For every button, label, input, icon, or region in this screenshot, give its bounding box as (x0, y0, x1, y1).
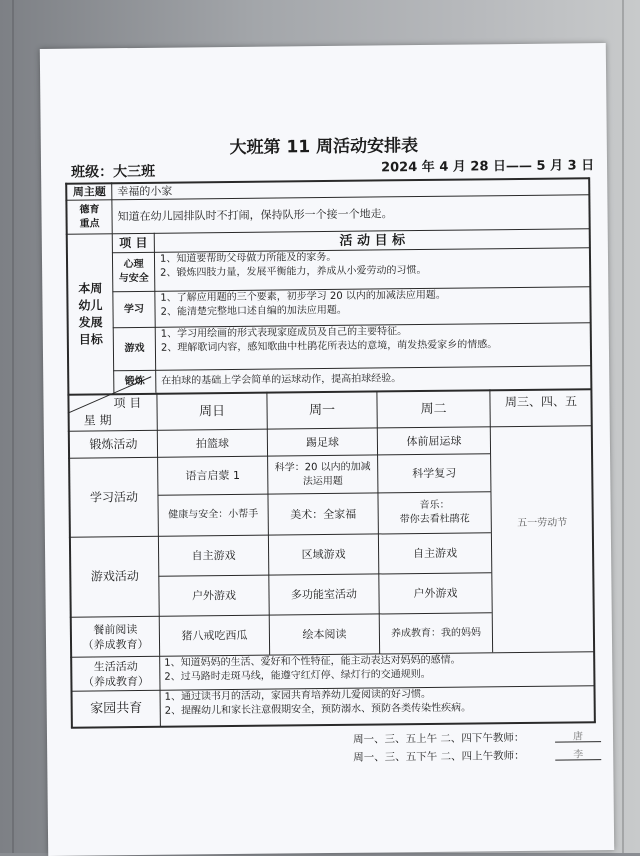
schedule-sheet (40, 43, 614, 856)
row-label-line: 生活活动 (93, 659, 138, 673)
schedule-cell (268, 455, 377, 493)
schedule-cell: 自主游戏 (413, 546, 458, 561)
row-label-exercise: 锻炼活动 (89, 436, 138, 451)
schedule-cell: 绘本阅读 (302, 627, 347, 642)
day-header: 周三、四、五 (504, 393, 578, 409)
corner-day-label: 星 期 (83, 412, 112, 428)
row-label-reading (72, 617, 159, 657)
goals-row (160, 248, 585, 290)
day-header: 周二 (420, 401, 447, 418)
schedule-cell: 拍篮球 (195, 436, 229, 450)
life-line: 2、过马路时走斑马线，能遵守红灯停、绿灯行的交通规则。 (164, 668, 431, 683)
goals-item-label: 锻炼 (124, 375, 145, 388)
life-goals (164, 652, 589, 689)
theme-label: 周主题 (72, 184, 106, 199)
schedule-cell-line: 科学：20 以内的加减 (274, 461, 371, 474)
theme-value: 幸福的小家 (117, 184, 173, 198)
life-line: 1、知道妈妈的生活、爱好和个性特征，能主动表达对妈妈的感情。 (164, 654, 461, 669)
schedule-cell: 猪八戒吃西瓜 (181, 628, 248, 643)
row-label-line: 餐前阅读 (93, 622, 138, 636)
row-label-life (72, 657, 159, 691)
day-header: 周一 (308, 402, 336, 419)
schedule-cell: 踢足球 (305, 435, 339, 449)
row-label-learning: 学习活动 (89, 489, 139, 504)
goal-line: 1、了解应用题的三个要素，初步学习 20 以内的加减法应用题。 (160, 289, 446, 304)
goals-item-line: 心理 (123, 258, 144, 271)
row-label-line: （养成教育） (82, 637, 149, 652)
goals-section-line: 目标 (78, 331, 103, 347)
goal-line: 2、能清楚完整地口述自编的加法应用题。 (160, 304, 347, 318)
goals-goal-header: 活 动 目 标 (339, 232, 406, 249)
holiday-label: 五一劳动节 (517, 517, 568, 530)
moral-label (67, 200, 111, 233)
table-border-right (588, 177, 596, 722)
goal-line: 2、锻炼四肢力量，发展平衡能力，养成从小爱劳动的习惯。 (160, 264, 427, 279)
goals-item-label: 学习 (123, 303, 145, 315)
schedule-cell: 多功能室活动 (290, 587, 358, 602)
teacher-signature: 唐 (572, 731, 584, 743)
schedule-cell: 户外游戏 (413, 586, 458, 601)
schedule-cell-line: 带你去看杜鹃花 (399, 513, 470, 526)
schedule-cell (378, 492, 490, 533)
goals-item-label (113, 253, 154, 291)
goals-section-line: 幼儿 (78, 297, 103, 313)
schedule-cell-line: 法运用题 (302, 475, 343, 487)
teacher-signature: 李 (573, 749, 584, 761)
goal-line: 1、知道要帮助父母做力所能及的家务。 (159, 251, 337, 265)
family-goals (165, 686, 590, 725)
schedule-cell: 户外游戏 (191, 588, 237, 603)
schedule-cell: 自主游戏 (191, 548, 236, 563)
goals-section-line: 本周 (78, 280, 103, 296)
moral-label-line: 德育 (79, 203, 100, 216)
goals-item-header: 项 目 (119, 235, 148, 250)
teacher-line: 周一、三、五上午 二、四下午教师： (352, 731, 525, 746)
moral-label-line: 重点 (79, 217, 100, 230)
goals-item-line: 与安全 (118, 272, 149, 285)
goals-row (160, 287, 585, 326)
wall-seam (12, 0, 14, 853)
schedule-cell-line: 音乐： (419, 499, 450, 512)
goals-section-label (68, 234, 114, 393)
goals-section-line: 发展 (78, 314, 103, 330)
schedule-cell: 养成教育：我的妈妈 (390, 626, 481, 639)
goals-row (161, 323, 586, 369)
row-label-games: 游戏活动 (90, 568, 139, 584)
family-line: 1、通过读书月的活动，家园共育培养幼儿爱阅读的好习惯。 (164, 688, 432, 703)
row-label-line: （养成教育） (82, 674, 149, 689)
schedule-cell: 体前屈运球 (406, 434, 462, 448)
schedule-cell: 健康与安全：小帮手 (168, 508, 259, 521)
family-line: 2、提醒幼儿和家长注意假期安全，预防溺水、预防各类传染性疾病。 (164, 702, 472, 717)
schedule-cell: 区域游戏 (301, 547, 346, 562)
goal-line: 1、学习用绘画的形式表现家庭成员及自己的主要特征。 (160, 326, 408, 340)
goal-line: 在拍球的基础上学会简单的运球动作，提高拍球经验。 (161, 373, 402, 387)
date-range: 2024 年 4 月 28 日—— 5 月 3 日 (380, 158, 595, 176)
moral-value: 知道在幼儿园排队时不打闹，保持队形一个接一个地走。 (117, 207, 393, 224)
goal-line: 2、理解歌词内容，感知歌曲中杜鹃花所表达的意境，萌发热爱家乡的情感。 (160, 339, 498, 354)
schedule-cell: 美术：全家福 (290, 507, 357, 521)
teacher-line: 周一、三、五下午 二、四上午教师： (353, 749, 525, 764)
row-label-family: 家园共育 (90, 700, 143, 717)
goals-item-label: 游戏 (124, 342, 145, 355)
page-title: 大班第 11 周活动安排表 (229, 136, 419, 159)
schedule-cell: 语言启蒙 1 (185, 468, 241, 483)
corner-item-label: 项 目 (113, 395, 142, 410)
wall-seam (622, 0, 624, 853)
schedule-cell: 科学复习 (412, 466, 457, 481)
class-label: 班级：大三班 (71, 163, 156, 181)
day-header: 周日 (199, 404, 226, 420)
